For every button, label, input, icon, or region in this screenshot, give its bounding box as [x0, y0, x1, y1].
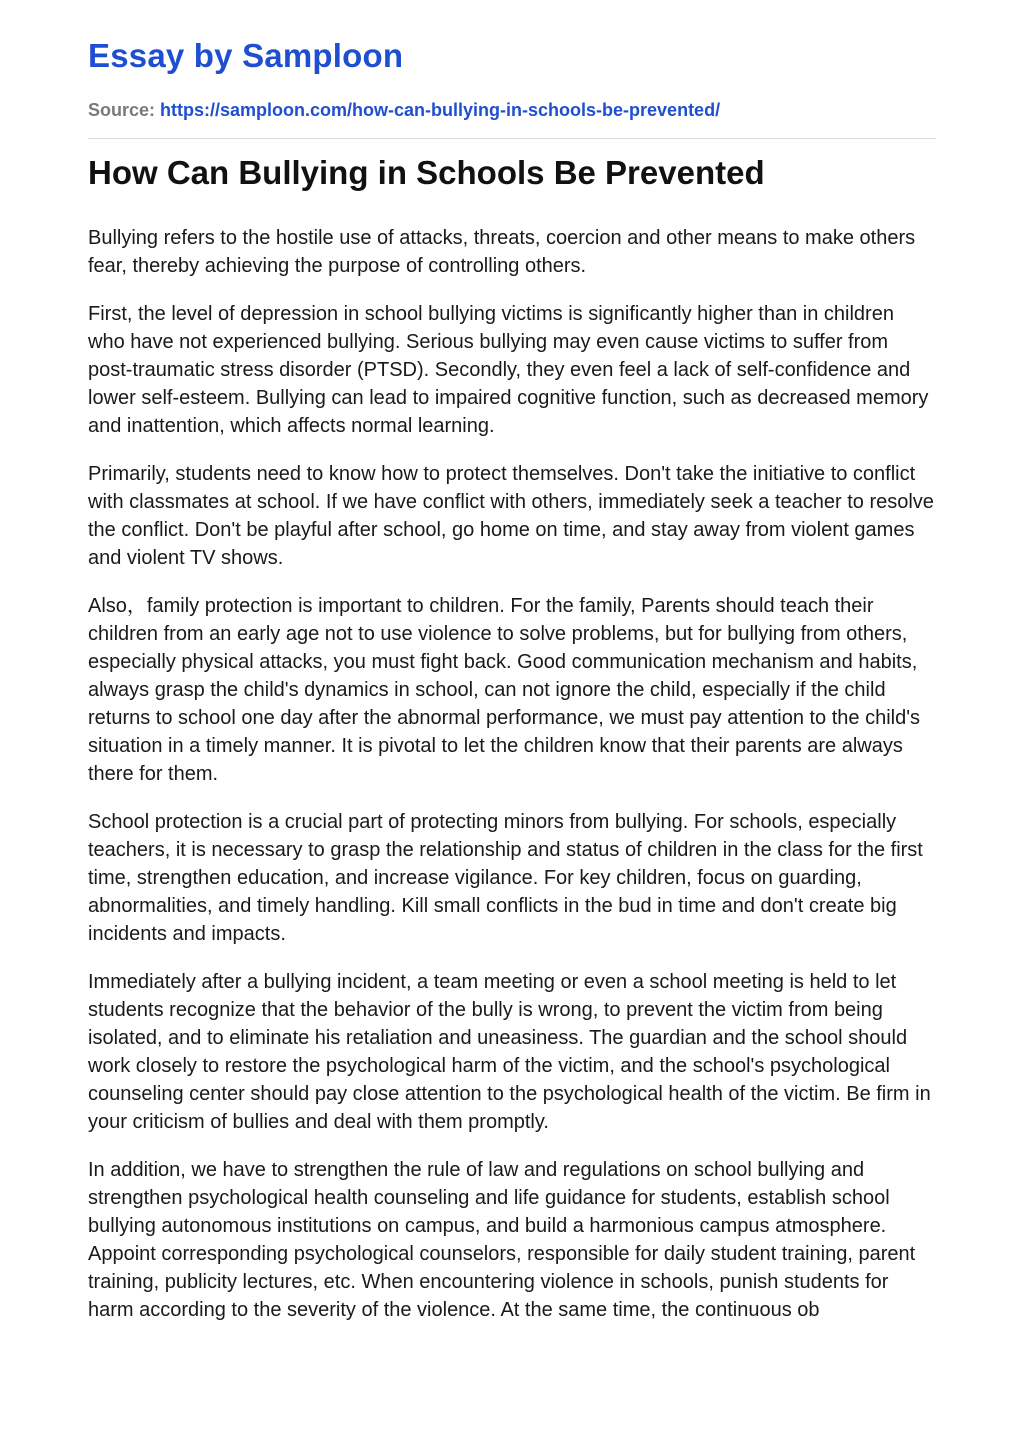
header-divider [88, 138, 936, 139]
paragraph-7: In addition, we have to strengthen the rule of law and regulations on school bullying and strengthen psychological health counseling and life guidance for students, establish school bullying autonomous institutions on campus, and build a harmonious campus atmosphere. Appoint corresponding psychological counselors, responsible for daily student training, parent training, publicity lectures, etc. When encountering violence in schools, punish students for harm according to the severity of the violence. At the same time, the continuous ob [88, 1159, 916, 1321]
paragraph-4: Also，family protection is important to children. For the family, Parents should teach their children from an early age not to use violence to solve problems, but for bullying from others, especially physical attacks, you must fight back. Good communication mechanism and habits, always grasp the child's dynamics in school, can not ignore the child, especially if the child returns to school one day after the abnormal performance, we must pay attention to the child's situation in a timely manner. It is pivotal to let the children know that their parents are always there for them. [88, 595, 921, 785]
paragraph-2: First, the level of depression in school bullying victims is significantly higher than in children who have not experienced bullying. Serious bullying may even cause victims to suffer from post-traumatic stress disorder (PTSD). Secondly, they even feel a lack of self-confidence and lower self-esteem. Bullying can lead to impaired cognitive function, such as decreased memory and inattention, which affects normal learning. [88, 303, 929, 437]
paragraph-5: School protection is a crucial part of protecting minors from bullying. For schools, especially teachers, it is necessary to grasp the relationship and status of children in the class for the first time, strengthen education, and increase vigilance. For key children, focus on guarding, abnormalities, and timely handling. Kill small conflicts in the bud in time and don't create big incidents and impacts. [88, 811, 923, 945]
article-body [88, 224, 936, 1324]
source-line [88, 98, 936, 122]
source-label: Source: [88, 100, 156, 120]
source-link[interactable]: https://samploon.com/how-can-bullying-in-schools-be-prevented/ [160, 100, 721, 120]
article-title: How Can Bullying in Schools Be Prevented [88, 154, 765, 191]
paragraph-1: Bullying refers to the hostile use of attacks, threats, coercion and other means to make others fear, thereby achieving the purpose of controlling others. [88, 227, 916, 277]
brand-title: Essay by Samploon [88, 37, 404, 74]
paragraph-3: Primarily, students need to know how to protect themselves. Don't take the initiative to conflict with classmates at school. If we have conflict with others, immediately seek a teacher to resolve the conflict. Don't be playful after school, go home on time, and stay away from violent games and violent TV shows. [88, 463, 934, 569]
paragraph-6: Immediately after a bullying incident, a team meeting or even a school meeting is held to let students recognize that the behavior of the bully is wrong, to prevent the victim from being isolated, and to eliminate his retaliation and uneasiness. The guardian and the school should work closely to restore the psychological harm of the victim, and the school's psychological counseling center should pay close attention to the psychological health of the victim. Be firm in your criticism of bullies and deal with them promptly. [88, 971, 931, 1133]
